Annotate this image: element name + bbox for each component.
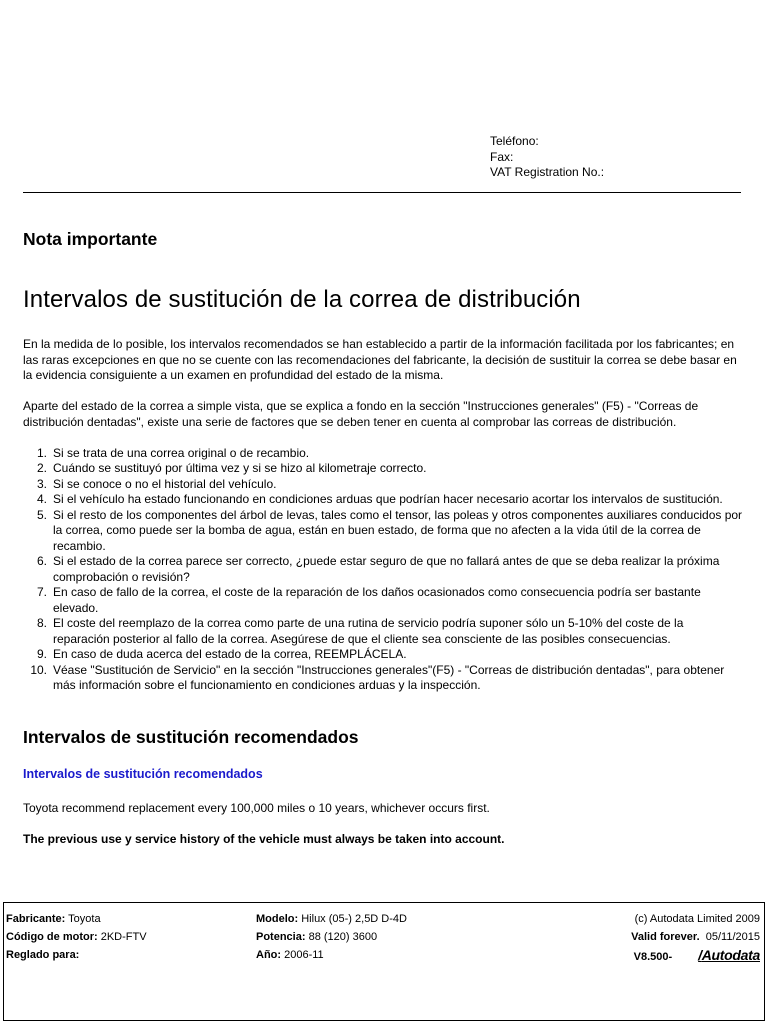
power-row <box>256 928 407 946</box>
list-item <box>23 477 743 493</box>
manufacturer-label: Fabricante: <box>6 913 66 925</box>
footer-col-publisher <box>631 910 760 966</box>
phone-label: Teléfono: <box>490 134 539 148</box>
fax-label: Fax: <box>490 149 514 164</box>
list-item <box>23 616 743 647</box>
factors-paragraph: Aparte del estado de la correa a simple vista, que se explica a fondo en la sección "Instrucciones generales" (F5) - "Correas de distribución dentadas", existe una serie de factores que se deben tener en cuenta al comprobar las correas de distribución. <box>23 399 699 429</box>
tuned-for-label: Reglado para: <box>6 949 80 961</box>
power-value: 88 (120) 3600 <box>308 931 378 943</box>
list-item <box>23 461 743 477</box>
list-item-text: Si el resto de los componentes del árbol de levas, tales como el tensor, las poleas y otros componentes auxiliares conducidos por la correa, como puede ser la bomba de agua, están en buen estado, de forma que no afecten a la vida útil de la correa de recambio. <box>53 507 743 553</box>
model-label: Modelo: <box>256 913 299 925</box>
list-item-number: 5. <box>36 507 47 522</box>
note-heading: Nota importante <box>23 229 158 249</box>
year-value: 2006-11 <box>284 949 324 961</box>
version-label: V8.500- <box>633 951 673 963</box>
recommended-heading: Intervalos de sustitución recomendados <box>23 727 359 747</box>
autodata-logo: /Autodata <box>698 947 760 963</box>
list-item <box>23 492 743 508</box>
header-divider <box>23 192 741 193</box>
list-item-number: 6. <box>36 554 47 568</box>
engine-code-value: 2KD-FTV <box>100 931 147 943</box>
copyright: (c) Autodata Limited 2009 <box>634 913 760 925</box>
list-item-number: 8. <box>36 616 47 630</box>
year-row <box>256 946 407 964</box>
page-title: Intervalos de sustitución de la correa de distribución <box>23 286 581 313</box>
manufacturer-value: Toyota <box>68 913 101 925</box>
list-item-text: Véase "Sustitución de Servicio" en la sección "Instrucciones generales"(F5) - "Correas de distribución dentadas", para obtener más información sobre el funcionamiento en condiciones arduas y la inspección. <box>53 662 725 692</box>
brand-text: Autodata <box>701 947 760 963</box>
list-item-number: 2. <box>36 461 47 475</box>
tuned-for-row <box>6 946 147 964</box>
list-item <box>23 647 743 663</box>
date-value: 05/11/2015 <box>705 931 760 943</box>
intro-paragraph: En la medida de lo posible, los intervalos recomendados se han establecido a partir de la información facilitada por los fabricantes; en las raras excepciones en que no se cuente con las recomendaciones del fabricante, la decisión de sustituir la correa se debe basar en la evidencia consiguiente a un examen en profundidad del estado de la misma. <box>23 337 737 382</box>
model-row <box>256 910 407 928</box>
manufacturer-row <box>6 910 147 928</box>
list-item-text: Si se trata de una correa original o de recambio. <box>53 445 310 460</box>
list-item-number: 7. <box>36 585 47 599</box>
contact-block <box>490 134 604 181</box>
valid-label: Valid forever. <box>631 931 700 943</box>
list-item-number: 4. <box>36 492 47 506</box>
list-item <box>23 663 743 694</box>
footer-info-box <box>3 902 765 1021</box>
list-item-number: 10. <box>30 662 47 677</box>
body-text <box>23 337 743 694</box>
list-item <box>23 585 743 616</box>
list-item-text: El coste del reemplazo de la correa como parte de una rutina de servicio podría suponer sólo un 5-10% del coste de la reparación posterior al fallo de la correa. Asegúrese de que el cliente sea consciente de las posibles consecuencias. <box>53 616 684 646</box>
model-value: Hilux (05-) 2,5D D-4D <box>301 913 407 925</box>
list-item <box>23 446 743 462</box>
recommendation-text: Toyota recommend replacement every 100,000 miles o 10 years, whichever occurs first. <box>23 801 490 815</box>
list-item-number: 1. <box>36 445 47 460</box>
validity-row <box>631 928 760 946</box>
engine-code-label: Código de motor: <box>6 931 98 943</box>
list-item-text: En caso de fallo de la correa, el coste de la reparación de los daños ocasionados como consecuencia podría ser bastante elevado. <box>53 585 701 615</box>
list-item-text: Cuándo se sustituyó por última vez y si se hizo al kilometraje correcto. <box>53 461 427 475</box>
footer-col-model <box>256 910 407 964</box>
list-item-text: Si se conoce o no el historial del vehículo. <box>53 476 277 491</box>
list-item-text: En caso de duda acerca del estado de la correa, REEMPLÁCELA. <box>53 647 407 661</box>
list-item-text: Si el vehículo ha estado funcionando en condiciones arduas que podrían hacer necesario acortar los intervalos de sustitución. <box>53 492 723 506</box>
recommended-link[interactable]: Intervalos de sustitución recomendados <box>23 767 263 781</box>
vat-label: VAT Registration No.: <box>490 165 605 179</box>
footer-col-vehicle <box>6 910 147 964</box>
list-item-text: Si el estado de la correa parece ser correcto, ¿puede estar seguro de que no fallará antes de que se deba realizar la próxima comprobación o revisión? <box>53 554 720 584</box>
list-item-number: 3. <box>36 476 47 491</box>
factors-list <box>23 446 743 694</box>
engine-code-row <box>6 928 147 946</box>
warning-text: The previous use y service history of the vehicle must always be taken into account. <box>23 832 505 846</box>
version-row <box>631 946 760 966</box>
list-item <box>23 508 743 555</box>
list-item <box>23 554 743 585</box>
year-label: Año: <box>256 949 282 961</box>
power-label: Potencia: <box>256 931 306 943</box>
list-item-number: 9. <box>36 647 47 661</box>
